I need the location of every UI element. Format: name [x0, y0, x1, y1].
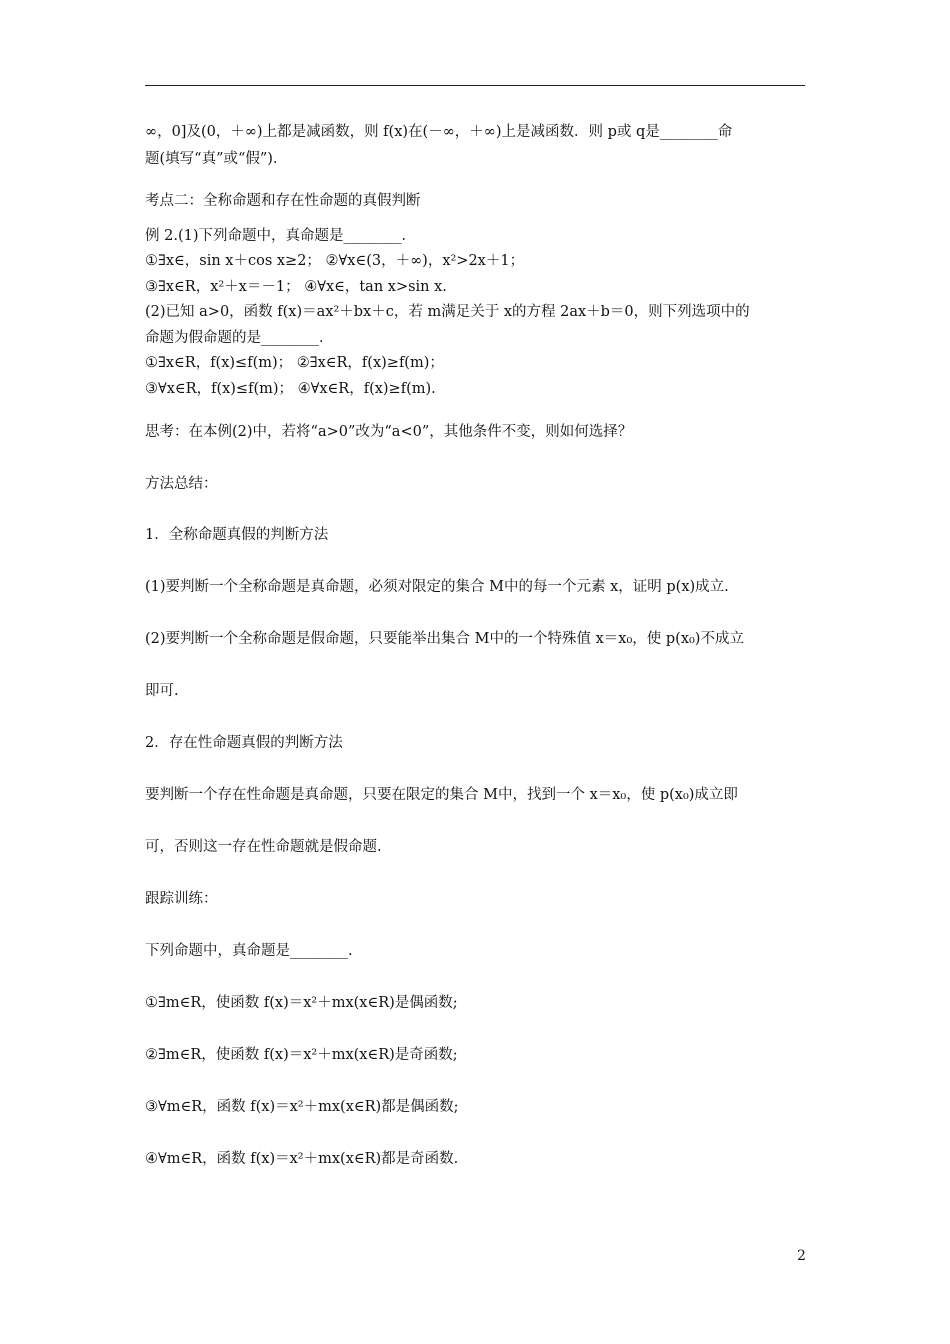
text-line: ①∃x∈R，f(x)≤f(m)； ②∃x∈R，f(x)≥f(m)；	[145, 355, 444, 371]
header-rule	[145, 85, 805, 86]
text-line: 思考：在本例(2)中，若将“a>0”改为“a<0”，其他条件不变，则如何选择？	[145, 424, 633, 440]
text-line: 例 2.(1)下列命题中，真命题是________．	[145, 228, 416, 244]
text-line: ③∀x∈R，f(x)≤f(m)； ④∀x∈R，f(x)≥f(m).	[145, 381, 436, 397]
text-line: ④∀m∈R，函数 f(x)＝x²＋mx(x∈R)都是奇函数.	[145, 1151, 459, 1167]
text-line: 2．存在性命题真假的判断方法	[145, 735, 343, 751]
text-line: 跟踪训练：	[145, 891, 218, 907]
text-line: 要判断一个存在性命题是真命题，只要在限定的集合 M中，找到一个 x＝x₀，使 p(x₀)成立即	[145, 787, 738, 803]
text-line: 命题为假命题的是________．	[145, 330, 334, 346]
text-line: (2)要判断一个全称命题是假命题，只要能举出集合 M中的一个特殊值 x＝x₀，使 p(x₀)不成立	[145, 631, 744, 647]
text-line: ③∀m∈R，函数 f(x)＝x²＋mx(x∈R)都是偶函数;	[145, 1099, 459, 1115]
text-line: ③∃x∈R，x²＋x＝－1； ④∀x∈，tan x>sin x.	[145, 279, 447, 295]
text-line: ②∃m∈R，使函数 f(x)＝x²＋mx(x∈R)是奇函数;	[145, 1047, 458, 1063]
text-line: 即可.	[145, 683, 179, 699]
text-line: 方法总结：	[145, 476, 218, 492]
text-line: 1．全称命题真假的判断方法	[145, 527, 329, 543]
text-line: ①∃x∈，sin x＋cos x≥2； ②∀x∈(3，＋∞)，x²>2x＋1；	[145, 253, 525, 269]
text-line: (1)要判断一个全称命题是真命题，必须对限定的集合 M中的每一个元素 x，证明 p(x)成立.	[145, 579, 729, 595]
text-line: 可，否则这一存在性命题就是假命题.	[145, 839, 382, 855]
text-line: ∞，0]及(0，＋∞)上都是减函数，则 f(x)在(－∞，＋∞)上是减函数．则 p或 q是________命	[145, 124, 733, 140]
page-number: 2	[797, 1248, 806, 1264]
text-line: 题(填写“真”或“假”)．	[145, 151, 288, 167]
text-line: 下列命题中，真命题是________.	[145, 943, 353, 959]
section-heading: 考点二：全称命题和存在性命题的真假判断	[145, 193, 421, 209]
text-line: (2)已知 a>0，函数 f(x)＝ax²＋bx＋c，若 m满足关于 x的方程 2ax＋b＝0，则下列选项中的	[145, 304, 750, 320]
text-line: ①∃m∈R，使函数 f(x)＝x²＋mx(x∈R)是偶函数;	[145, 995, 458, 1011]
